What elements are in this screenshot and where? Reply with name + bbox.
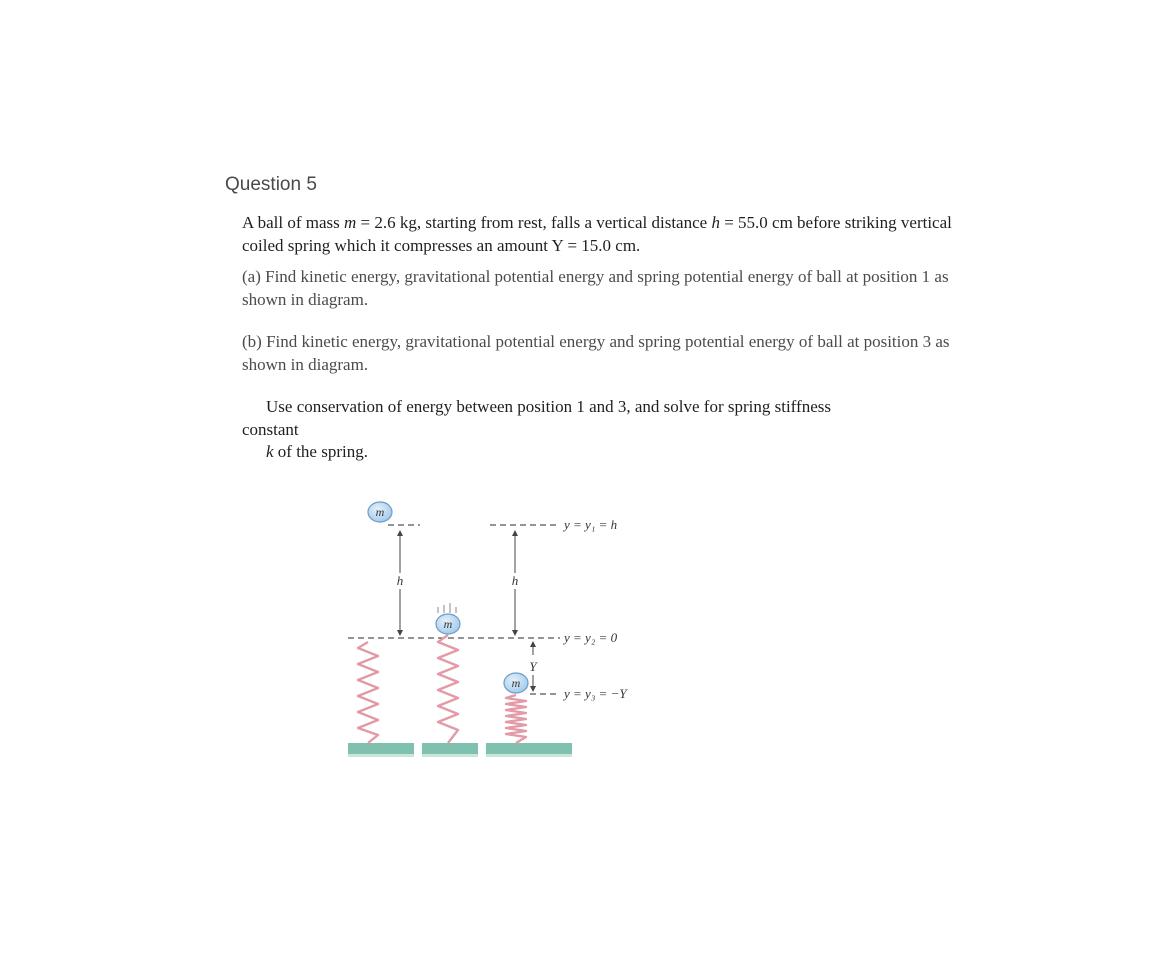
k-variable: k <box>266 442 274 461</box>
spring-compressed <box>506 695 526 743</box>
part-c-line-3: of the spring. <box>273 442 368 461</box>
ball-position-3 <box>504 673 528 693</box>
intro-text-3: = 55.0 cm before striking vertical coiled spring which it compresses an amount Y = 15.0 cm. <box>242 213 952 255</box>
h-label-right: h <box>511 573 519 588</box>
height-arrows <box>400 531 533 691</box>
mass-variable: m <box>344 213 357 232</box>
spring-left <box>358 642 378 743</box>
level-2-label: y = y₂ = 0 <box>564 630 618 645</box>
level-3-label: y = y₃ = −Y <box>564 686 627 701</box>
mass-label-2: m <box>443 617 453 631</box>
h-label-left: h <box>396 573 404 588</box>
spring-middle <box>438 635 458 743</box>
spring-diagram <box>340 495 660 765</box>
ground-slabs <box>348 743 572 757</box>
height-variable: h <box>711 213 720 232</box>
mass-label-1: m <box>375 505 385 519</box>
Y-label: Y <box>529 659 537 674</box>
level-1-label: y = y₁ = h <box>564 517 618 532</box>
question-title: Question 5 <box>225 174 317 195</box>
problem-statement <box>242 212 962 257</box>
part-c-line-1: Use conservation of energy between position 1 and 3, and solve for spring stiffness <box>266 397 831 416</box>
intro-text-1: A ball of mass <box>242 213 344 232</box>
mass-label-3: m <box>511 676 521 690</box>
part-b-text: (b) Find kinetic energy, gravitational potential energy and spring potential energy of ball at position 3 as shown in diagram. <box>242 332 950 374</box>
intro-text-2: = 2.6 kg, starting from rest, falls a vertical distance <box>356 213 712 232</box>
part-a-text: (a) Find kinetic energy, gravitational potential energy and spring potential energy of ball at position 1 as shown in diagram. <box>242 267 949 309</box>
part-c-text <box>242 396 962 464</box>
ball-position-2 <box>436 614 460 634</box>
ball-position-1 <box>368 502 392 522</box>
motion-lines <box>438 603 456 613</box>
part-c-line-2: constant <box>242 419 299 439</box>
